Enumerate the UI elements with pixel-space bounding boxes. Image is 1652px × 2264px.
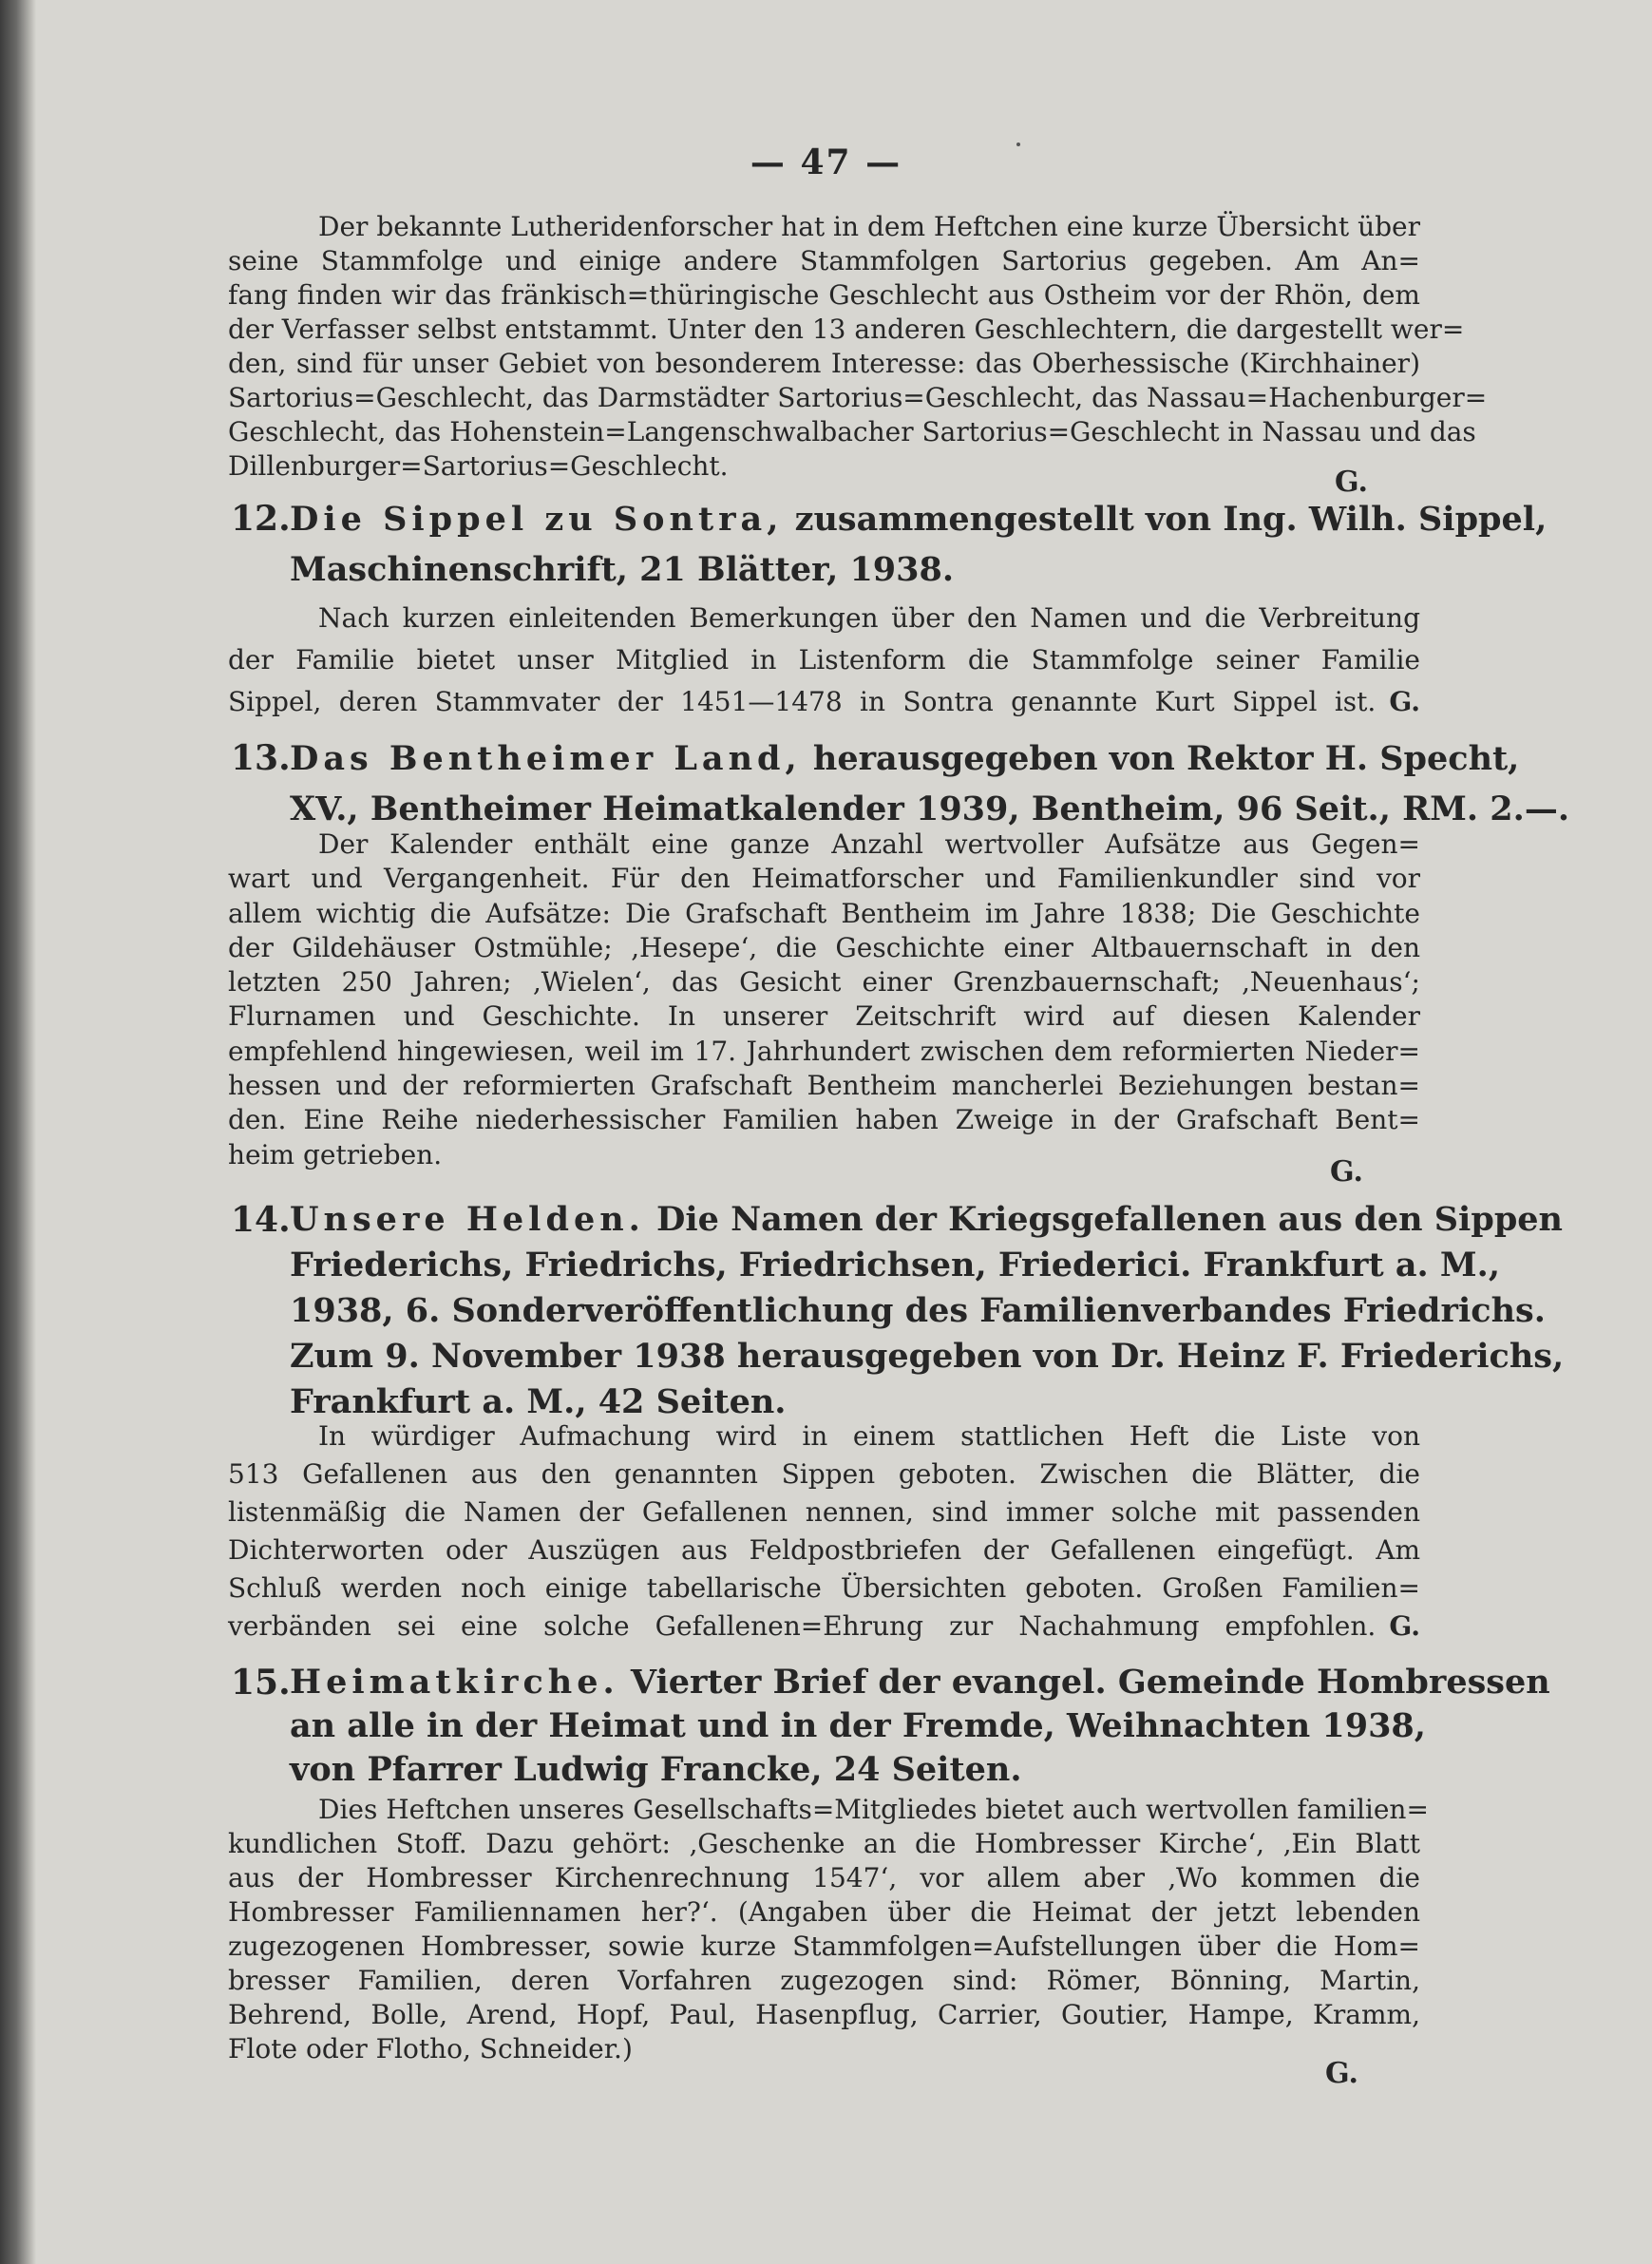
reviewer-signature: G. (1389, 686, 1420, 717)
paragraph-line: listenmäßig die Namen der Gefallenen nennen, sind immer solche mit passenden (228, 1496, 1420, 1528)
heading-text: Frankfurt a. M., 42 Seiten. (290, 1382, 787, 1421)
paragraph-line: allem wichtig die Aufsätze: Die Grafschaft Bentheim im Jahre 1838; Die Geschichte (228, 897, 1420, 929)
page-number: — 47 — (750, 143, 902, 182)
heading-text: Zum 9. November 1938 herausgegeben von Dr. Heinz F. Friederichs, (290, 1337, 1565, 1376)
paragraph-line: der Gildehäuser Ostmühle; ‚Hesepe‘, die Geschichte einer Altbauernschaft in den (228, 931, 1420, 963)
entry-title: Unsere Helden. (290, 1200, 645, 1239)
heading-line (290, 1243, 1501, 1288)
paragraph-line: Hombresser Familiennamen her?‘. (Angaben über die Heimat der jetzt lebenden (228, 1896, 1420, 1928)
paragraph-line: Behrend, Bolle, Arend, Hopf, Paul, Hasenpflug, Carrier, Goutier, Hampe, Kramm, (228, 1999, 1420, 2030)
paragraph-line: kundlichen Stoff. Dazu gehört: ‚Geschenke an die Hombresser Kirche‘, ‚Ein Blatt (228, 1828, 1420, 1859)
paragraph-line: fang finden wir das fränkisch=thüringische Geschlecht aus Ostheim vor der Rhön, dem (228, 279, 1420, 311)
book-binding-shadow (0, 0, 36, 2264)
heading-text: Friederichs, Friedrichs, Friedrichsen, Friederici. Frankfurt a. M., (290, 1246, 1501, 1284)
heading-text: Vierter Brief der evangel. Gemeinde Hombressen (630, 1663, 1550, 1702)
heading-line (290, 1334, 1565, 1379)
paragraph-line: empfehlend hingewiesen, weil im 17. Jahrhundert zwischen dem reformierten Nieder= (228, 1035, 1420, 1067)
entry-number: 12. (231, 499, 291, 539)
heading-line (290, 733, 1520, 784)
paragraph-line: Dies Heftchen unseres Gesellschafts=Mitgliedes bietet auch wertvollen familien= (318, 1794, 1429, 1825)
heading-text: 1938, 6. Sonderveröffentlichung des Familienverbandes Friedrichs. (290, 1291, 1546, 1330)
heading-line (290, 1288, 1546, 1334)
heading-text: Die Namen der Kriegsgefallenen aus den Sippen (656, 1200, 1564, 1239)
paragraph-line: Der bekannte Lutheridenforscher hat in dem Heftchen eine kurze Übersicht über (318, 211, 1420, 242)
heading-text: Maschinenschrift, 21 Blätter, 1938. (290, 550, 955, 589)
entry-review-paragraph (228, 598, 1420, 723)
reviewer-signature: G. (1389, 1610, 1420, 1642)
heading-line (290, 544, 1420, 595)
entry-title: Das Bentheimer Land, (290, 739, 802, 778)
entry-title: Die Sippel zu Sontra, (290, 500, 784, 539)
paragraph-line: verbänden sei eine solche Gefallenen=Ehrung zur Nachahmung empfohlen. G. (228, 1610, 1420, 1642)
paragraph-line: Dichterworten oder Auszügen aus Feldpostbriefen der Gefallenen eingefügt. Am (228, 1534, 1420, 1566)
paragraph-line: Schluß werden noch einige tabellarische Übersichten geboten. Großen Familien= (228, 1572, 1420, 1604)
paragraph-line: Sippel, deren Stammvater der 1451—1478 in Sontra genannte Kurt Sippel ist. G. (228, 686, 1420, 717)
reviewer-signature: G. (1335, 466, 1368, 499)
paragraph-line: Flurnamen und Geschichte. In unserer Zeitschrift wird auf diesen Kalender (228, 1000, 1420, 1033)
heading-line (290, 1661, 1550, 1704)
heading-text: von Pfarrer Ludwig Francke, 24 Seiten. (290, 1750, 1022, 1789)
paragraph-line: seine Stammfolge und einige andere Stammfolgen Sartorius gegeben. Am An= (228, 245, 1420, 276)
entry-heading (231, 1197, 1565, 1425)
paragraph-line: der Verfasser selbst entstammt. Unter den 13 anderen Geschlechtern, die dargestellt wer= (228, 314, 1465, 345)
paragraph-line: Sartorius=Geschlecht, das Darmstädter Sartorius=Geschlecht, das Nassau=Hachenburger= (228, 382, 1488, 413)
paragraph-line: den, sind für unser Gebiet von besonderem Interesse: das Oberhessische (Kirchhainer) (228, 348, 1420, 379)
paragraph-line: In würdiger Aufmachung wird in einem stattlichen Heft die Liste von (318, 1420, 1420, 1452)
paragraph-line: wart und Vergangenheit. Für den Heimatforscher und Familienkundler sind vor (228, 863, 1420, 895)
entry-review-paragraph (228, 828, 1420, 1172)
paragraph-line: der Familie bietet unser Mitglied in Listenform die Stammfolge seiner Familie (228, 644, 1420, 675)
paragraph-line: Nach kurzen einleitenden Bemerkungen über den Namen und die Verbreitung (318, 602, 1420, 634)
entry-title: Heimatkirche. (290, 1663, 619, 1702)
entry-heading (231, 733, 1570, 834)
paragraph-line: hessen und der reformierten Grafschaft Bentheim mancherlei Beziehungen bestan= (228, 1070, 1420, 1102)
heading-line (290, 1704, 1426, 1748)
entry-review-paragraph (228, 210, 1488, 484)
entry-number: 13. (231, 738, 291, 778)
paragraph-line: bresser Familien, deren Vorfahren zugezogen sind: Römer, Bönning, Martin, (228, 1965, 1420, 1996)
entry-heading (231, 1661, 1550, 1792)
entry-review-paragraph (228, 1793, 1429, 2066)
entry-heading (231, 494, 1548, 595)
paragraph-line: den. Eine Reihe niederhessischer Familien haben Zweige in der Grafschaft Bent= (228, 1104, 1420, 1136)
entry-number: 15. (231, 1663, 291, 1703)
heading-line (290, 1748, 1420, 1792)
heading-text: zusammengestellt von Ing. Wilh. Sippel, (794, 500, 1548, 539)
reviewer-signature: G. (1330, 1155, 1363, 1189)
paragraph-line: aus der Hombresser Kirchenrechnung 1547‘, vor allem aber ‚Wo kommen die (228, 1862, 1420, 1893)
paragraph-line: Der Kalender enthält eine ganze Anzahl wertvoller Aufsätze aus Gegen= (318, 828, 1420, 860)
paragraph-line: Dillenburger=Sartorius=Geschlecht. (228, 450, 729, 482)
paragraph-line: zugezogenen Hombresser, sowie kurze Stammfolgen=Aufstellungen über die Hom= (228, 1931, 1420, 1962)
paragraph-line: 513 Gefallenen aus den genannten Sippen geboten. Zwischen die Blätter, die (228, 1458, 1420, 1490)
heading-text: XV., Bentheimer Heimatkalender 1939, Bentheim, 96 Seit., RM. 2.—. (290, 790, 1570, 828)
heading-line (290, 1197, 1564, 1243)
entry-review-paragraph (228, 1417, 1420, 1646)
heading-line (290, 494, 1548, 544)
heading-text: an alle in der Heimat und in der Fremde, Weihnachten 1938, (290, 1706, 1426, 1745)
entry-number: 14. (231, 1200, 291, 1240)
heading-text: herausgegeben von Rektor H. Specht, (812, 739, 1520, 778)
paragraph-line: letzten 250 Jahren; ‚Wielen‘, das Gesicht einer Grenzbauernschaft; ‚Neuenhaus‘; (228, 966, 1420, 999)
paragraph-line: Geschlecht, das Hohenstein=Langenschwalbacher Sartorius=Geschlecht in Nassau und das (228, 416, 1476, 447)
paragraph-line: Flote oder Flotho, Schneider.) (228, 2033, 633, 2064)
paragraph-line: heim getrieben. (228, 1138, 443, 1170)
reviewer-signature: G. (1325, 2057, 1358, 2090)
